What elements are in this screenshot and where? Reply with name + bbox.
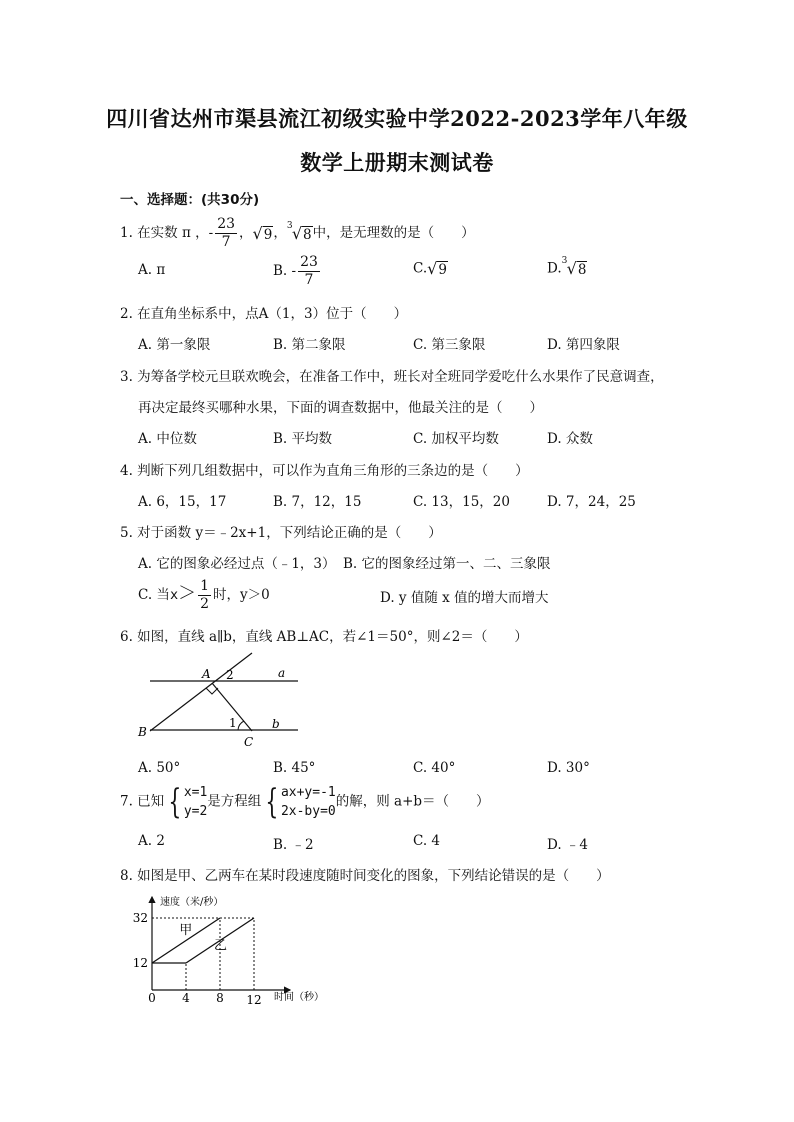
q1-optc-sqrt (427, 260, 448, 278)
q6-option-c[interactable]: C. 40° (413, 760, 456, 776)
q7-sys1-row1: x=1 (183, 785, 208, 800)
q1-optc-pre: C. (413, 260, 428, 277)
x-axis-label: 时间（秒） (274, 992, 324, 1003)
q1-optb-den: 7 (304, 272, 314, 288)
q1-optb-num: 23 (300, 254, 318, 270)
radical-icon: √ (291, 223, 303, 243)
q5-optc-num: 1 (200, 578, 209, 594)
label-A: A (202, 667, 211, 681)
q5-optc-x: x (169, 587, 179, 603)
q7-sys2-row1: ax+y=-1 (280, 785, 336, 800)
q5-option-c[interactable] (138, 578, 270, 613)
radical-icon: √ (252, 223, 263, 243)
question-6-stem: 6. 如图，直线 a∥b，直线 AB⊥AC，若∠1＝50°，则∠2＝（ ） (120, 629, 528, 645)
question-8-stem: 8. 如图是甲、乙两车在某时段速度随时间变化的图象，下列结论错误的是（ ） (120, 868, 610, 884)
q1-optd-pre: D. (547, 260, 562, 277)
q1-cbrt (286, 220, 313, 243)
q1-optb-pre: B. - (273, 263, 297, 279)
q7-system-2 (261, 783, 335, 821)
radical-icon: √ (427, 259, 438, 278)
q7-option-b[interactable]: B. ﹣2 (273, 837, 314, 853)
q7-sys2-row2: 2x-by=0 (280, 804, 336, 819)
q5-option-b[interactable]: B. 它的图象经过第一、二、三象限 (343, 556, 551, 572)
q2-option-c[interactable]: C. 第三象限 (413, 337, 486, 353)
series-label-yi: 乙 (214, 938, 228, 954)
y-tick-12: 12 (132, 956, 148, 970)
q5-optc-pre: C. 当 (138, 587, 170, 603)
label-angle-1: 1 (229, 716, 237, 730)
x-tick-12: 12 (246, 993, 262, 1007)
q4-option-b[interactable]: B. 7，12，15 (273, 494, 362, 510)
q7-option-c[interactable]: C. 4 (413, 833, 441, 849)
q1-sep2: ， (273, 225, 287, 241)
q1-optd-arg: 8 (577, 262, 587, 278)
q3-option-a[interactable]: A. 中位数 (138, 431, 197, 447)
x-tick-0: 0 (148, 991, 156, 1005)
q1-optd-index: 3 (561, 256, 568, 266)
question-2-stem: 2. 在直角坐标系中，点A（1，3）位于（ ） (120, 306, 408, 322)
question-7-stem (120, 783, 490, 821)
q1-frac-den: 7 (221, 234, 231, 250)
q6-option-b[interactable]: B. 45° (273, 760, 316, 776)
q2-option-d[interactable]: D. 第四象限 (547, 337, 620, 353)
q1-cbrt-index: 3 (286, 220, 293, 231)
q4-option-c[interactable]: C. 13，15，20 (413, 494, 510, 510)
page-title-line-2: 数学上册期末测试卷 (300, 150, 494, 175)
brace-icon: { (168, 782, 182, 822)
label-B: B (138, 725, 147, 739)
series-label-jia: 甲 (179, 922, 193, 938)
line-ab (150, 653, 252, 731)
q1-stem-pre: 1. 在实数 π ， (120, 225, 209, 241)
q1-option-d[interactable] (547, 256, 587, 278)
q1-optd-cbrt (561, 256, 588, 278)
y-tick-32: 32 (132, 911, 148, 925)
x-tick-4: 4 (182, 991, 190, 1005)
q2-option-a[interactable]: A. 第一象限 (138, 337, 211, 353)
series-lines (152, 918, 254, 963)
q5-optc-fraction (198, 578, 211, 613)
brace-icon: { (265, 782, 279, 822)
q5-optc-post: 时，y＞0 (213, 587, 270, 603)
q2-option-b[interactable]: B. 第二象限 (273, 337, 346, 353)
q6-option-a[interactable]: A. 50° (138, 760, 181, 776)
page-title-line-1: 四川省达州市渠县流江初级实验中学2022-2023学年八年级 (106, 106, 688, 131)
q3-option-c[interactable]: C. 加权平均数 (413, 431, 499, 447)
q3-option-d[interactable]: D. 众数 (547, 431, 593, 447)
q7-option-d[interactable]: D. ﹣4 (547, 837, 589, 853)
q3-option-b[interactable]: B. 平均数 (273, 431, 333, 447)
x-tick-8: 8 (216, 991, 224, 1005)
question-3-stem-line-2: 再决定最终买哪种水果，下面的调查数据中，他最关注的是（ ） (138, 400, 543, 416)
q7-system-1 (164, 783, 207, 821)
q1-sep1: ， (239, 225, 253, 241)
question-3-stem-line-1: 3. 为筹备学校元旦联欢晚会，在准备工作中，班长对全班同学爱吃什么水果作了民意调查， (120, 369, 664, 385)
q1-cbrt-arg: 8 (303, 226, 312, 243)
q1-sqrt (253, 225, 274, 243)
q7-mid: 是方程组 (207, 793, 262, 810)
q1-option-b[interactable] (273, 254, 322, 289)
q1-neg: - (208, 225, 214, 241)
question-1-stem (120, 216, 475, 251)
q8-speed-time-chart (128, 893, 348, 1008)
q4-option-a[interactable]: A. 6，15，17 (138, 494, 227, 510)
q1-optb-fraction (298, 254, 320, 289)
q6-figure-parallel-lines (130, 650, 300, 750)
radical-icon: √ (566, 259, 577, 278)
question-5-stem: 5. 对于函数 y＝﹣2x+1，下列结论正确的是（ ） (120, 525, 442, 541)
q6-option-d[interactable]: D. 30° (547, 760, 590, 776)
q1-option-a[interactable]: A. π (138, 262, 166, 278)
q7-post: 的解，则 a+b＝（ ） (335, 793, 490, 810)
q1-frac-num: 23 (217, 216, 236, 232)
label-C: C (244, 735, 254, 749)
q5-optc-den: 2 (200, 596, 209, 612)
q1-fraction (215, 216, 237, 251)
q5-option-d[interactable]: D. y 值随 x 值的增大而增大 (380, 590, 549, 606)
section-heading-choice: 一、选择题：(共30分) (120, 192, 260, 208)
q7-pre: 7. 已知 (120, 793, 165, 810)
q7-option-a[interactable]: A. 2 (138, 833, 165, 849)
q5-optc-gt: ＞ (178, 583, 197, 604)
q1-sqrt-arg: 9 (263, 226, 273, 243)
q5-option-a[interactable]: A. 它的图象必经过点（﹣1，3） (138, 556, 336, 572)
q4-option-d[interactable]: D. 7，24，25 (547, 494, 636, 510)
q1-option-c[interactable] (413, 260, 448, 278)
label-angle-2: 2 (226, 668, 234, 682)
q7-sys1-row2: y=2 (183, 804, 208, 819)
label-a: a (278, 666, 286, 680)
question-4-stem: 4. 判断下列几组数据中，可以作为直角三角形的三条边的是（ ） (120, 463, 529, 479)
label-b: b (272, 717, 280, 731)
y-axis-label: 速度（米/秒） (160, 897, 224, 908)
angle-1-arc (238, 721, 244, 730)
q1-optc-arg: 9 (438, 262, 447, 278)
q1-stem-post: 中，是无理数的是（ ） (312, 225, 475, 241)
